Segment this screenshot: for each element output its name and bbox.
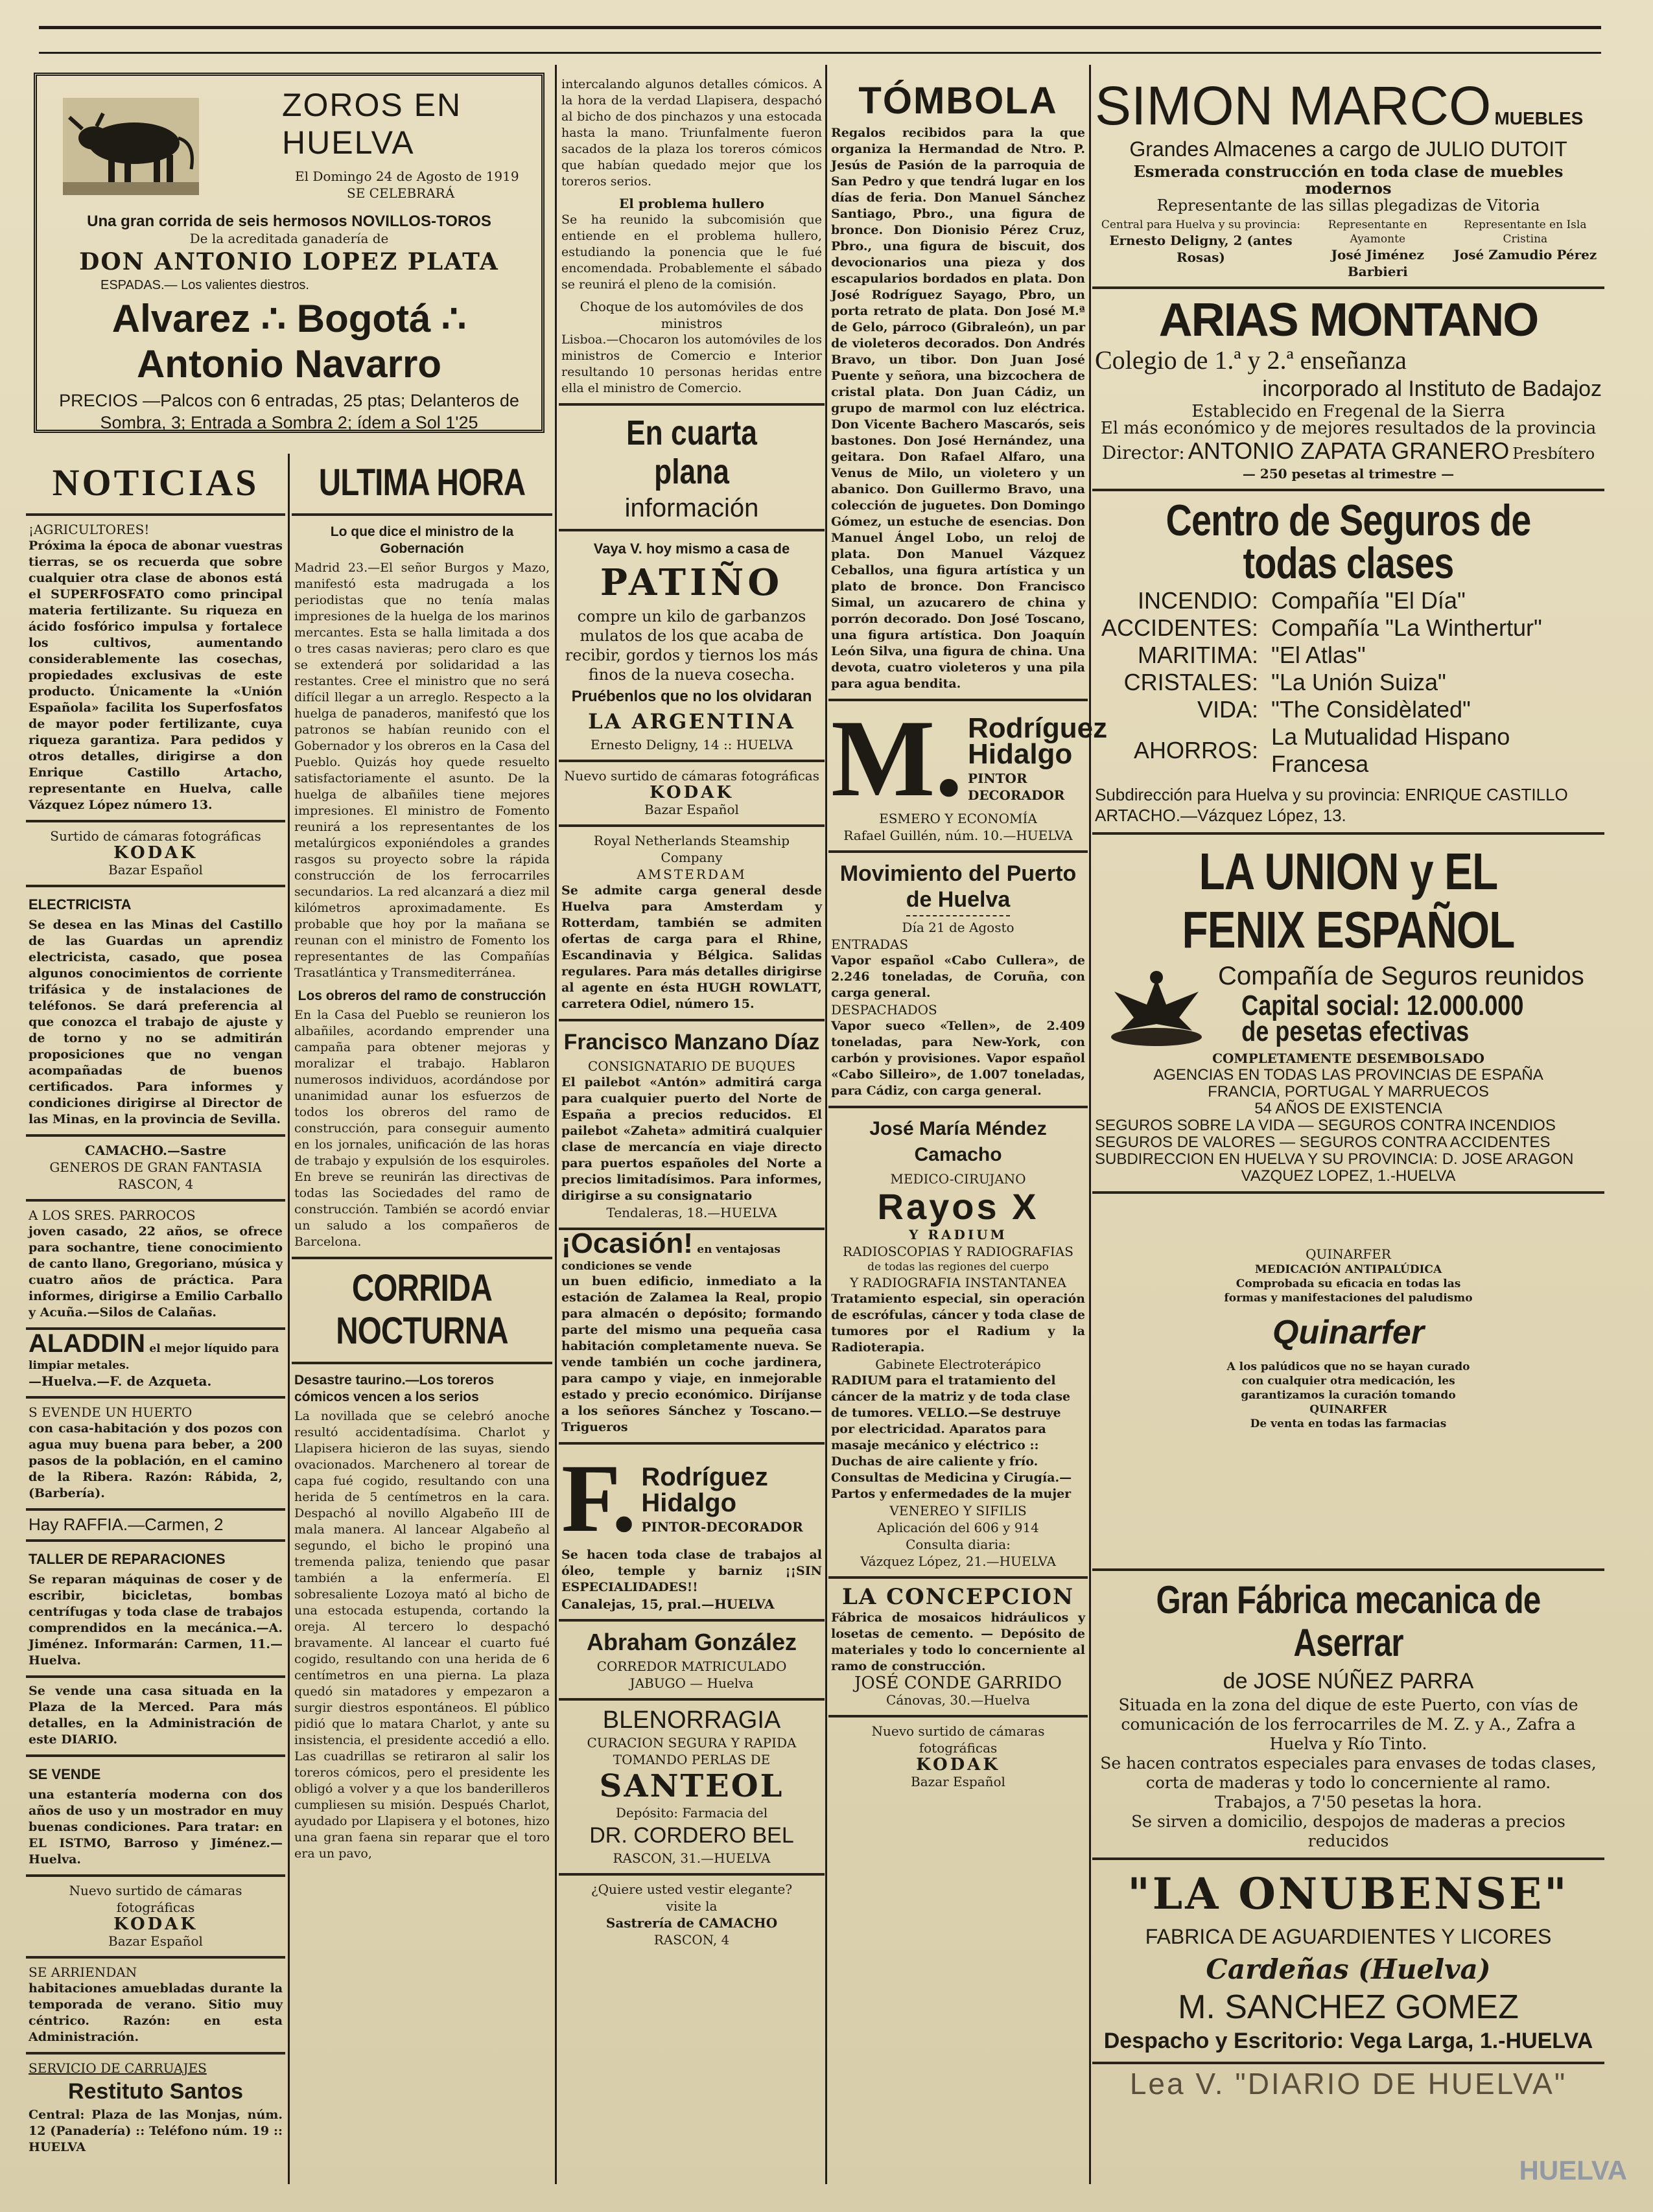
union-fenix-line2: AGENCIAS EN TODAS LAS PROVINCIAS DE ESPAÑA — [1153, 1066, 1543, 1084]
top-rule-thin — [39, 52, 1601, 54]
blenorragia-line2: CURACION SEGURA Y RAPIDA — [587, 1735, 797, 1751]
kodak-1-line2: KODAK — [113, 843, 198, 863]
blenorragia-line3: TOMANDO PERLAS DE — [613, 1752, 771, 1767]
aladdin-desc: el mejor líquido para limpiar metales. — [29, 1342, 279, 1372]
ocasion-text: un buen edificio, inmediato a la estación de Zalamea la Real, propio para almacén o depósito; formando parte del mismo una pequeña casa habitación completamente nueva. Se vende también un coche jardinera, para campo y viaje, en inmejorable estado y precio económico. Diríjanse a los señores Sánchez y Toscano.—Trigueros — [561, 1274, 822, 1434]
simon-marco-line1: Grandes Almacenes a cargo de JULIO DUTOIT — [1129, 137, 1567, 161]
entradas-text: Vapor español «Cabo Cullera», de 2.246 toneladas, de Coruña, con carga general. — [831, 953, 1085, 1000]
onubense-name: "LA ONUBENSE" — [1127, 1869, 1569, 1919]
electricista-heading: ELECTRICISTA — [29, 896, 132, 913]
manzano-text: El pailebot «Antón» admitirá carga para cualquier puerto del Norte de España a precios reducidos. El pailebot «Zaheta» admitirá cualquier clase de mercancía en viaje directo para puertos españoles del Norte a precios limitadísimos. Para informes, dirigirse a su consignatario — [561, 1075, 822, 1203]
rodriguez-f-initial: F. — [561, 1445, 637, 1552]
onubense-place: Cardeñas (Huelva) — [1206, 1953, 1491, 1985]
blenorragia-deposit: Depósito: Farmacia del — [615, 1805, 768, 1821]
despachados-text: Vapor sueco «Tellen», de 2.409 toneladas, para New-York, con carbón y provisiones. Vapor español «Cabo Silleiro», de 1.007 toneladas, para Cádiz, con carga general. — [831, 1019, 1085, 1098]
obreros-text: En la Casa del Pueblo se reunieron los albañiles, acordando emprender una campaña para obtener mejoras y moralizar el trabajo. Hablaron numerosos individuos, acordándose por unanimidad aunar los esfuerzos de todos los obreros del ramo de construcción, para conseguir aumento en los jornales, unificación de las horas de trabajo y expulsión de los esquiroles. En breve se reunirán las directivas de todas las Sociedades del ramo de construcción. También se acordó enviar un saludo a los compañeros de Barcelona. — [294, 1008, 550, 1249]
rodriguez-m-initial: M. — [831, 697, 963, 819]
kodak-2-line3: Bazar Español — [108, 1933, 203, 1949]
cuarta-plana-heading: En cuarta plana — [626, 413, 757, 491]
ultima-hora-heading: ULTIMA HORA — [318, 461, 526, 504]
se-vende-heading: SE VENDE — [29, 1766, 101, 1782]
argentina-name: LA ARGENTINA — [588, 709, 795, 734]
seguros-row — [1095, 642, 1602, 669]
mendez-gabinete: Gabinete Electroterápico — [875, 1356, 1041, 1372]
column-2 — [292, 454, 552, 1869]
arias-price: — 250 pesetas al trimestre — — [1242, 466, 1455, 482]
union-fenix-line5: SEGUROS SOBRE LA VIDA — SEGUROS CONTRA INCENDIOS — [1095, 1117, 1556, 1134]
automoviles-heading: Choque de los automóviles de dos ministros — [580, 299, 804, 331]
seguros-type: VIDA: — [1197, 696, 1259, 723]
vende-casa-text: Se vende una casa situada en la Plaza de la Merced. Para más detalles, en la Administración de este DIARIO. — [29, 1684, 283, 1747]
mendez-line2: de todas las regiones del cuerpo — [867, 1261, 1049, 1274]
arias-line3: Establecido en Fregenal de la Sierra — [1191, 402, 1505, 421]
simon-central-address: Ernesto Deligny, 2 (antes Rosas) — [1109, 233, 1293, 265]
mendez-title: MEDICO-CIRUJANO — [890, 1171, 1026, 1187]
rodriguez-m-address: Rafael Guillén, núm. 10.—HUELVA — [843, 828, 1073, 843]
toros-ganaderia: De la acreditada ganadería de — [189, 231, 389, 246]
blenorragia-doctor: DR. CORDERO BEL — [589, 1823, 794, 1848]
taller-text: Se reparan máquinas de coser y de escribir, bicicletas, bombas centrífugas y toda clase de trabajos comprendidos en la mecánica.—A. Jiménez. Informarán: Carmen, 11.—Huelva. — [29, 1572, 283, 1668]
seguros-table — [1095, 587, 1602, 778]
electricista-text: Se desea en las Minas del Castillo de las Guardas un aprendiz electricista, casado, que posea algunos conocimientos de corriente trifásica y de instalaciones de teléfonos. Se dará preferencia al que conozca el trabajo de ajuste y de torno y no se admitirán proposiciones que no vengan acompañadas de buenos certificados. Para informes y condiciones dirigirse al Director de las Minas, en la provincia de Sevilla. — [29, 918, 283, 1126]
mendez-radium-text: RADIUM para el tratamiento del cáncer de la matriz y de toda clase de tumores. VELLO.—Se destruye por electricidad. Aparatos para masaje mecánico y eléctrico :: Duchas de aire caliente y frío. Consultas de Medicina y Cirugía.—Partos y enfermedades de la mujer — [831, 1373, 1072, 1501]
mendez-address: Vázquez López, 21.—HUELVA — [860, 1554, 1056, 1569]
concepcion-owner: JOSÉ CONDE GARRIDO — [854, 1673, 1062, 1693]
puerto-date: Día 21 de Agosto — [902, 920, 1014, 935]
seguros-heading: Centro de Seguros de todas clases — [1166, 496, 1531, 588]
mendez-venereo: VENEREO Y SIFILIS — [889, 1503, 1027, 1519]
noticias-heading: NOTICIAS — [52, 461, 259, 504]
ministro-heading: Lo que dice el ministro de la Gobernación — [330, 524, 514, 556]
quinarfer-brand: Quinarfer — [1272, 1314, 1425, 1351]
kodak-3-line2: KODAK — [650, 783, 734, 802]
toros-celebrara: SE CELEBRARÁ — [347, 185, 455, 201]
blenorragia-heading: BLENORRAGIA — [602, 1706, 781, 1734]
union-fenix-line3: FRANCIA, PORTUGAL Y MARRUECOS — [1208, 1083, 1489, 1100]
patino-name: PATIÑO — [600, 561, 784, 604]
onubense-address: Despacho y Escritorio: Vega Larga, 1.-HUELVA — [1103, 2029, 1593, 2053]
union-fenix-line8: VAZQUEZ LOPEZ, 1.-HUELVA — [1241, 1167, 1456, 1185]
arias-montano-name: ARIAS MONTANO — [1158, 294, 1538, 346]
aladdin-address: —Huelva.—F. de Azqueta. — [29, 1373, 212, 1389]
top-rule — [39, 26, 1601, 29]
kodak-2-line2: KODAK — [113, 1915, 198, 1934]
toros-date: El Domingo 24 de Agosto de 1919 — [295, 169, 519, 184]
corrida-nocturna-heading: CORRIDA NOCTURNA — [336, 1267, 508, 1352]
seguros-company: Compañía "El Día" — [1271, 587, 1466, 614]
union-fenix-line7: SUBDIRECCION EN HUELVA Y SU PROVINCIA: D. JOSE ARAGON — [1095, 1150, 1574, 1168]
arias-director-name: ANTONIO ZAPATA GRANERO — [1188, 437, 1510, 464]
seguros-type: INCENDIO: — [1138, 587, 1259, 614]
royal-name: Royal Netherlands Steamship Company — [593, 833, 790, 865]
seguros-company: "La Unión Suiza" — [1271, 669, 1446, 695]
toros-ganadero: DON ANTONIO LOPEZ PLATA — [79, 248, 499, 275]
quinarfer-top: QUINARFER — [1306, 1246, 1391, 1262]
quinarfer-medicacion: MEDICACIÓN ANTIPALÚDICA — [1254, 1263, 1442, 1276]
rodriguez-f-name: Rodríguez Hidalgo — [641, 1463, 768, 1517]
kodak-4-line1: Nuevo surtido de cámaras fotográficas — [871, 1723, 1045, 1756]
automoviles-text: Lisboa.—Chocaron los automóviles de los ministros de Comercio e Interior resultando 10 personas heridas entre ella el ministro de Comercio. — [561, 332, 822, 395]
column-rule — [825, 65, 827, 2184]
ocasion-heading: ¡Ocasión! — [561, 1228, 693, 1259]
simon-marco-line3: Representante de las sillas plegadizas de Vitoria — [1156, 196, 1540, 215]
parrocos-heading: A LOS SRES. PARROCOS — [29, 1207, 196, 1223]
union-fenix-line1: COMPLETAMENTE DESEMBOLSADO — [1212, 1051, 1484, 1066]
se-vende-text: una estantería moderna con dos años de uso y un mostrador en muy buenas condiciones. Para tratar: en EL ISTMO, Barroso y Jiménez.—Huelva. — [29, 1787, 283, 1867]
arriendan-heading: SE ARRIENDAN — [29, 1964, 137, 1980]
kodak-4-line2: KODAK — [916, 1755, 1000, 1775]
seguros-company: "The Considèlated" — [1271, 696, 1471, 723]
toros-precios: PRECIOS —Palcos con 6 entradas, 25 ptas; Delanteros de Sombra, 3; Entrada a Sombra 2; ídem a Sol 1'25 — [59, 391, 519, 432]
camacho-line3: RASCON, 4 — [117, 1176, 194, 1192]
patino-line1: Vaya V. hoy mismo a casa de — [593, 541, 790, 557]
raffia-ad: Hay RAFFIA.—Carmen, 2 — [29, 1515, 224, 1534]
hullero-text: Se ha reunido la subcomisión que entiende en el problema hullero, estudiando la ponencia que le fué encomendada. Probablemente el sábado se reunirá el pleno de la comisión. — [561, 213, 822, 292]
toros-diestros: Alvarez ∴ Bogotá ∴ Antonio Navarro — [111, 297, 467, 386]
seguros-type: ACCIDENTES: — [1101, 614, 1259, 641]
royal-city: AMSTERDAM — [637, 867, 747, 882]
mendez-line3: Y RADIOGRAFIA INSTANTANEA — [850, 1275, 1066, 1290]
seguros-company: "El Atlas" — [1271, 642, 1366, 668]
aserrar-line4: Se sirven a domicilio, despojos de maderas a precios reducidos — [1131, 1812, 1565, 1850]
mendez-name: José María Méndez Camacho — [869, 1118, 1047, 1165]
union-fenix-sub: Compañía de Seguros reunidos — [1218, 962, 1584, 990]
sastreria-line4: RASCON, 4 — [653, 1932, 730, 1948]
toros-title: ZOROS EN HUELVA — [282, 87, 462, 161]
column-1 — [26, 454, 285, 2162]
obreros-heading: Los obreros del ramo de construcción — [298, 988, 546, 1003]
nocturna-subheading: Desastre taurino.—Los toreros cómicos vencen a los serios — [294, 1373, 495, 1404]
kodak-4-line3: Bazar Español — [911, 1774, 1005, 1789]
quinarfer-line3: QUINARFER — [1309, 1403, 1387, 1416]
seguros-type: CRISTALES: — [1123, 669, 1259, 695]
kodak-3-line1: Nuevo surtido de cámaras fotográficas — [564, 768, 819, 784]
tombola-text: Regalos recibidos para la que organiza la Hermandad de Ntro. P. Jesús de Pasión de la parroquia de San Pedro y que tendrá lugar en los días de feria. Don Manuel Sánchez Santiago, Pbro., una figura de bronce. Don Dionisio Pérez Cruz, Pbro., una figura de biscuit, dos devocionarios una pieza y dos escapularios bordados en plata. Don José Rodríguez Sayago, Pbro, un porta retrato de plata. Don José M.ª de Gelo, párroco (Gibraleón), un par de violeteros decorados. Don Andrés Bravo, un tibor. Don Juan José Puente y señora, una bizcochera de cristal plata. Don Juan Cádiz, un grupo de marmol con luz eléctrica. Don Vicente Bachero Mascarós, seis bastones. Don José Hernández, una geitara. Don Rafael Alfaro, una Venus de Milo, un violetero y un abanico. Don Guillermo Bravo, una colección de juguetes. Don Domingo Gómez, un estuche de esencias. Don Manuel Ángel Lobo, un reloj de plata. Don Manuel Vázquez Ceballos, una figura artística y un plato de bronce. Don Francisco Simal, un azucarero de china y porrón decorado. Don José Toscano, una figura artística. Don Joaquín León Silva, una figura de china. Una devota, cuatro violeteros y una pila para agua bendita. — [831, 126, 1085, 691]
column-4 — [828, 71, 1108, 1797]
arias-line4: El más económico y de mejores resultados de la provincia — [1100, 419, 1597, 438]
quinarfer-line1: Comprobada su eficacia en todas las formas y manifestaciones del paludismo — [1224, 1277, 1473, 1305]
kodak-1-line3: Bazar Español — [108, 862, 203, 878]
rodriguez-f-text: Se hacen toda clase de trabajos al óleo, temple y barniz ¡¡SIN ESPECIALIDADES!! — [561, 1548, 822, 1594]
entradas-heading: ENTRADAS — [831, 937, 909, 952]
arias-director-label: Director: — [1101, 442, 1185, 463]
toros-corrida: Una gran corrida de seis hermosos NOVILLOS-TOROS — [87, 213, 491, 230]
seguros-company: La Mutualidad Hispano Francesa — [1271, 723, 1510, 777]
quinarfer-line2: A los palúdicos que no se hayan curado con cualquier otra medicación, les garantizamos la curación tomando — [1226, 1360, 1470, 1402]
sastreria-line1: ¿Quiere usted vestir elegante? — [591, 1881, 793, 1897]
seguros-row — [1095, 696, 1602, 723]
column-3 — [559, 71, 825, 1955]
onubense-owner: M. SANCHEZ GOMEZ — [1178, 1988, 1519, 2026]
seguros-row — [1095, 614, 1602, 642]
manzano-title: CONSIGNATARIO DE BUQUES — [587, 1058, 796, 1074]
huelva-watermark: HUELVA — [1519, 2155, 1627, 2185]
sastreria-line2: visite la — [666, 1898, 718, 1914]
carruajes-heading: SERVICIO DE CARRUAJES — [29, 2060, 207, 2076]
column-rule — [1089, 65, 1091, 2184]
toros-advert — [34, 73, 545, 433]
kodak-3-line3: Bazar Español — [644, 802, 739, 817]
rodriguez-m-title: PINTOR DECORADOR — [967, 771, 1065, 803]
seguros-row — [1095, 723, 1602, 778]
argentina-address: Ernesto Deligny, 14 :: HUELVA — [590, 737, 793, 752]
arias-presbitero: Presbítero — [1512, 445, 1595, 463]
simon-ayamonte-label: Representante en Ayamonte — [1328, 218, 1427, 246]
carruajes-text: Central: Plaza de las Monjas, núm. 12 (Panadería) :: Teléfono núm. 19 :: HUELVA — [29, 2108, 283, 2154]
rodriguez-f-address: Canalejas, 15, pral.—HUELVA — [561, 1596, 775, 1612]
despachados-heading: DESPACHADOS — [831, 1002, 937, 1018]
manzano-name: Francisco Manzano Díaz — [563, 1030, 820, 1054]
hullero-heading: El problema hullero — [619, 196, 764, 211]
aserrar-owner: de JOSE NÚÑEZ PARRA — [1223, 1669, 1474, 1694]
union-fenix-name: LA UNION y EL FENIX ESPAÑOL — [1182, 843, 1515, 959]
seguros-rows — [1095, 587, 1602, 778]
blenorragia-product: SANTEOL — [599, 1768, 784, 1804]
kodak-2-line1: Nuevo surtido de cámaras fotográficas — [69, 1883, 242, 1915]
parrocos-text: joven casado, 22 años, se ofrece para sochantre, tiene conocimiento de canto llano, Gregoriano, música y cuatro años de práctica. Para informes, dirigirse a Emilio Carballo y Acuña.—Silos de Calañas. — [29, 1224, 283, 1320]
arriendan-text: habitaciones amuebladas durante la temporada de verano. Sitio muy céntrico. Razón: en esta Administración. — [29, 1981, 283, 2044]
aserrar-line2: Se hacen contratos especiales para envases de todas clases, corta de maderas y todo lo concerniente al ramo. — [1100, 1754, 1597, 1792]
union-fenix-line6: SEGUROS DE VALORES — SEGUROS CONTRA ACCIDENTES — [1095, 1134, 1551, 1151]
toros-espadas: ESPADAS.— Los valientes diestros. — [100, 278, 309, 292]
agricultores-text: Próxima la época de abonar vuestras tierras, se os recuerda que sobre cualquier otra clase de abonos está el SUPERFOSFATO como principal materia fertilizante. Su riqueza en ácido fosfórico impulsa y fortalece los cultivos, aumentando considerablemente las cosechas, propiedades exclusivas de este producto. Únicamente la «Unión Española» facilita los Superfosfatos de mayor poder fertilizante, cuya riqueza garantiza. Para pedidos y otros detalles, dirigirse a don Enrique Castillo Artacho, representante en Huelva, calle Vázquez López número 13. — [29, 539, 283, 812]
simon-isla-name: José Zamudio Pérez — [1453, 247, 1597, 262]
union-fenix-capital: Capital social: 12.000.000 de pesetas efectivas — [1241, 990, 1524, 1047]
sastreria-line3: Sastrería de CAMACHO — [605, 1915, 778, 1931]
column-rule — [288, 454, 290, 2184]
aserrar-heading: Gran Fábrica mecanica de Aserrar — [1156, 1578, 1541, 1664]
arias-line1: Colegio de 1.ª y 2.ª enseñanza — [1095, 345, 1407, 375]
blenorragia-address: RASCON, 31.—HUELVA — [613, 1850, 771, 1866]
concepcion-heading: LA CONCEPCION — [841, 1584, 1075, 1610]
simon-marco-muebles: MUEBLES — [1494, 108, 1584, 128]
aserrar-line1: Situada en la zona del dique de este Puerto, con vías de comunicación de los ferrocarriles de M. Z. y A., Zafra a Huelva y Río Tinto. — [1118, 1695, 1578, 1753]
quinarfer-line4: De venta en todas las farmacias — [1250, 1417, 1447, 1430]
patino-text: compre un kilo de garbanzos mulatos de los que acaba de recibir, gordos y tiernos los más finos de la nueva cosecha. — [565, 607, 819, 684]
nocturna-continued: intercalando algunos detalles cómicos. A la hora de la verdad Llapisera, despachó al bicho de dos pinchazos y una estocada hasta la mano. Triunfalmente fueron sacados de la plaza los toreros cómicos que habían quedado mejor que los toreros serios. — [561, 77, 822, 189]
rayos-x-heading: Rayos X — [877, 1186, 1039, 1227]
huerto-heading: S EVENDE UN HUERTO — [29, 1404, 193, 1420]
radium-heading: Y RADIUM — [909, 1227, 1007, 1242]
seguros-company: Compañía "La Winthertur" — [1271, 614, 1542, 641]
rodriguez-f-title: PINTOR-DECORADOR — [641, 1519, 803, 1535]
simon-ayamonte-name: José Jiménez Barbieri — [1331, 247, 1424, 279]
seguros-type: AHORROS: — [1134, 737, 1259, 763]
agricultores-heading: ¡AGRICULTORES! — [29, 522, 150, 537]
abraham-name: Abraham González — [586, 1629, 797, 1655]
aserrar-line3: Trabajos, a 7'50 pesetas la hora. — [1214, 1793, 1483, 1811]
simon-isla-label: Representante en Isla Cristina — [1464, 218, 1587, 246]
mendez-line1: RADIOSCOPIAS Y RADIOGRAFIAS — [843, 1244, 1073, 1259]
seguros-row — [1095, 669, 1602, 696]
mendez-text: Tratamiento especial, sin operación de escrófulas, cáncer y toda clase de tumores por el Radium y la Radioterapia. — [831, 1292, 1085, 1355]
rodriguez-m-slogan: ESMERO Y ECONOMÍA — [879, 811, 1037, 826]
union-fenix-line4: 54 AÑOS DE EXISTENCIA — [1254, 1100, 1442, 1117]
mendez-aplicacion: Aplicación del 606 y 914 — [877, 1520, 1039, 1535]
ministro-text: Madrid 23.—El señor Burgos y Mazo, manifestó esta madrugada a los periodistas que no tenía malas impresiones de la huelga de los marinos mercantes. Esta se halla limitada a dos o tres casas navieras; pero claro es que se extenderá por solidaridad a las restantes. Cree el ministro que no será difícil llegar a un arreglo. Respecto a la huelga de panaderos, manifestó que los patronos se habían reunido con el Gobernador y los obreros en la Casa del Pueblo. Quizás hoy quede resuelto satisfactoriamente el asunto. De la huelga de albañiles tiene mejores impresiones. El ministro de Fomento reunirá a los representantes de los metalúrgicos exponiéndoles a grandes rasgos su proyecto sobre la rápida construcción de los ferrocarriles secundarios. La red alcanzará a diez mil kilómetros aproximadamente. Es probable que hoy por la mañana se reunan con el ministro de Fomento los representantes de las Compañías Trasatlántica y Transmediterránea. — [294, 561, 550, 980]
simon-central-label: Central para Huelva y su provincia: — [1101, 218, 1301, 231]
ocasion-sub: en ventajosas condiciones se vende — [561, 1243, 780, 1273]
tombola-heading: TÓMBOLA — [858, 80, 1058, 122]
kodak-1-line1: Surtido de cámaras fotográficas — [50, 828, 261, 844]
puerto-heading: Movimiento del Puerto de Huelva — [839, 861, 1077, 912]
simon-marco-line2: Esmerada construcción en toda clase de muebles modernos — [1133, 162, 1564, 198]
abraham-place: JABUGO — Huelva — [629, 1675, 754, 1691]
diario-huelva-footer: Lea V. "DIARIO DE HUELVA" — [1129, 2067, 1567, 2101]
arias-line2: incorporado al Instituto de Badajoz — [1262, 377, 1602, 401]
carruajes-name: Restituto Santos — [67, 2079, 244, 2104]
aladdin-name: ALADDIN — [29, 1329, 145, 1358]
simon-marco-name: SIMON MARCO — [1095, 75, 1492, 136]
puerto-divider — [906, 915, 1010, 916]
patino-slogan: Pruébenlos que no los olvidaran — [571, 688, 812, 705]
column-rule — [555, 65, 557, 2184]
camacho-line2: GENEROS DE GRAN FANTASIA — [49, 1159, 262, 1175]
taller-heading: TALLER DE REPARACIONES — [29, 1551, 226, 1567]
royal-text: Se admite carga general desde Huelva para Amsterdam y Rotterdam, también se admiten ofertas de carga para el Rhine, Escandinavia y Bélgica. Salidas regulares. Para más detalles dirigirse al agente en ésta HUGH ROWLATT, carretera Odiel, número 15. — [561, 883, 822, 1011]
seguros-footer: Subdirección para Huelva y su provincia: ENRIQUE CASTILLO ARTACHO.—Vázquez López, 13. — [1095, 785, 1568, 825]
camacho-line1: CAMACHO.—Sastre — [84, 1143, 227, 1158]
seguros-type: MARITIMA: — [1138, 642, 1259, 668]
bull-illustration — [63, 98, 199, 195]
manzano-address: Tendaleras, 18.—HUELVA — [606, 1205, 777, 1220]
concepcion-address: Cánovas, 30.—Huelva — [886, 1692, 1030, 1708]
mendez-consulta: Consulta diaria: — [906, 1537, 1011, 1552]
nocturna-text: La novillada que se celebró anoche resultó accidentadísima. Charlot y Llapisera hicieron de las suyas, siendo ovacionados. Marchenero al torear de capa fué cogido, resultando con una herida de 5 centímetros en la cara. Despachó al novillo Algabeño III de mala manera. Al lancear Algabeño al segundo, el bicho le propinó una tremenda paliza, teniendo que pasar también a la enfermería. El sobresaliente Lozoya mató al bicho de una estocada estupenda, cortando la oreja. Al tercero lo despachó bravamente. Al lancear el cuarto fué cogido, resultando con una herida de 6 centímetros en una pierna. La plaza quedó sin matadores y empezaron a surgir diestros espontáneos. El público pidió que lo matara Charlot, y ante su insistencia, el presidente accedió a ello. Las cuadrillas se retiraron al salir los toreros cómicos, pero el presidente les obligó a volver y a que los banderilleros cumpliesen su misión. Después Charlot, ayudado por Llapisera y el botones, hizo una gran faena sin reparar que el toro era un pavo, — [294, 1409, 550, 1861]
seguros-row — [1095, 587, 1602, 614]
abraham-title: CORREDOR MATRICULADO — [596, 1659, 787, 1674]
concepcion-text: Fábrica de mosaicos hidráulicos y losetas de cemento. — Depósito de materiales y todo lo concerniente al ramo de construcción. — [831, 1611, 1085, 1673]
huerto-text: con casa-habitación y dos pozos con agua muy buena para beber, a 200 pasos de la población, en el camino de la Ribera. Razón: Rábida, 2, (Barbería). — [29, 1421, 283, 1500]
onubense-line1: FABRICA DE AGUARDIENTES Y LICORES — [1145, 1925, 1552, 1948]
rodriguez-m-name: Rodríguez Hidalgo — [967, 712, 1108, 770]
column-5 — [1092, 71, 1604, 2104]
cuarta-plana-sub: información — [624, 494, 759, 522]
